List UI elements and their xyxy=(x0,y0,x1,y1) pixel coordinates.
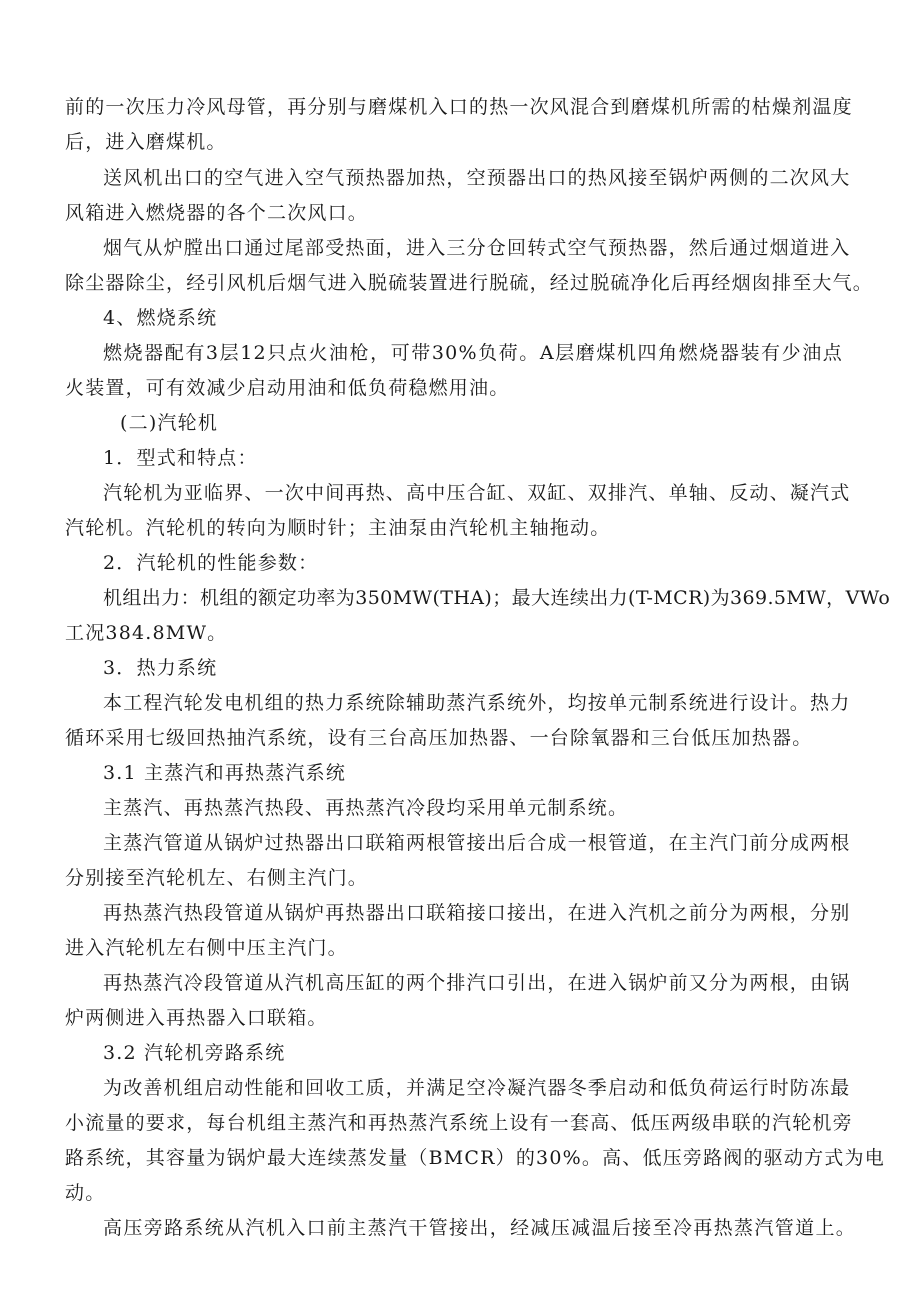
text-line: 再热蒸汽冷段管道从汽机高压缸的两个排汽口引出，在进入锅炉前又分为两根，由锅 xyxy=(103,972,851,994)
text-line: 汽轮机。汽轮机的转向为顺时针；主油泵由汽轮机主轴拖动。 xyxy=(65,517,611,539)
text-line: 火装置，可有效减少启动用油和低负荷稳燃用油。 xyxy=(65,377,510,399)
text-line: 分别接至汽轮机左、右侧主汽门。 xyxy=(65,867,369,889)
text-line: 主蒸汽管道从锅炉过热器出口联箱两根管接出后合成一根管道，在主汽门前分成两根 xyxy=(103,832,851,854)
section-heading: 4、燃烧系统 xyxy=(103,307,218,329)
text-line: 风箱进入燃烧器的各个二次风口。 xyxy=(65,202,369,224)
text-line: 机组出力：机组的额定功率为350MW(THA)；最大连续出力(T-MCR)为369.5MW，VWo xyxy=(103,587,891,609)
text-line: 路系统，其容量为锅炉最大连续蒸发量（BMCR）的30%。高、低压旁路阀的驱动方式为电 xyxy=(65,1147,885,1169)
text-line: 除尘器除尘，经引风机后烟气进入脱硫装置进行脱硫，经过脱硫净化后再经烟囱排至大气。 xyxy=(65,272,874,294)
text-line: 动。 xyxy=(65,1182,106,1204)
text-line: 烟气从炉膛出口通过尾部受热面，进入三分仓回转式空气预热器，然后通过烟道进入 xyxy=(103,237,851,259)
text-line: 高压旁路系统从汽机入口前主蒸汽干管接出，经减压减温后接至冷再热蒸汽管道上。 xyxy=(103,1217,856,1239)
subsection-heading: 1．型式和特点： xyxy=(103,447,258,469)
subsection-heading: 2．汽轮机的性能参数： xyxy=(103,552,319,574)
text-line: 本工程汽轮发电机组的热力系统除辅助蒸汽系统外，均按单元制系统进行设计。热力 xyxy=(103,692,851,714)
subsection-heading: 3.2 汽轮机旁路系统 xyxy=(103,1042,286,1064)
text-line: 进入汽轮机左右侧中压主汽门。 xyxy=(65,937,348,959)
text-line: 燃烧器配有3层12只点火油枪，可带30%负荷。A层磨煤机四角燃烧器装有少油点 xyxy=(103,342,843,364)
text-line: 前的一次压力冷风母管，再分别与磨煤机入口的热一次风混合到磨煤机所需的枯燥剂温度 xyxy=(65,96,853,118)
text-line: 工况384.8MW。 xyxy=(65,622,228,644)
subsection-heading: 3.1 主蒸汽和再热蒸汽系统 xyxy=(103,762,347,784)
subsection-heading: 3．热力系统 xyxy=(103,657,218,679)
section-heading: (二)汽轮机 xyxy=(120,412,219,434)
text-line: 为改善机组启动性能和回收工质，并满足空冷凝汽器冬季启动和低负荷运行时防冻最 xyxy=(103,1077,851,1099)
text-line: 后，进入磨煤机。 xyxy=(65,131,227,153)
text-line: 主蒸汽、再热蒸汽热段、再热蒸汽冷段均采用单元制系统。 xyxy=(103,797,629,819)
text-line: 炉两侧进入再热器入口联箱。 xyxy=(65,1007,328,1029)
text-line: 汽轮机为亚临界、一次中间再热、高中压合缸、双缸、双排汽、单轴、反动、凝汽式 xyxy=(103,482,851,504)
text-line: 再热蒸汽热段管道从锅炉再热器出口联箱接口接出，在进入汽机之前分为两根，分别 xyxy=(103,902,851,924)
text-line: 小流量的要求，每台机组主蒸汽和再热蒸汽系统上设有一套高、低压两级串联的汽轮机旁 xyxy=(65,1112,853,1134)
text-line: 送风机出口的空气进入空气预热器加热，空预器出口的热风接至锅炉两侧的二次风大 xyxy=(103,167,851,189)
text-line: 循环采用七级回热抽汽系统，设有三台高压加热器、一台除氧器和三台低压加热器。 xyxy=(65,727,813,749)
